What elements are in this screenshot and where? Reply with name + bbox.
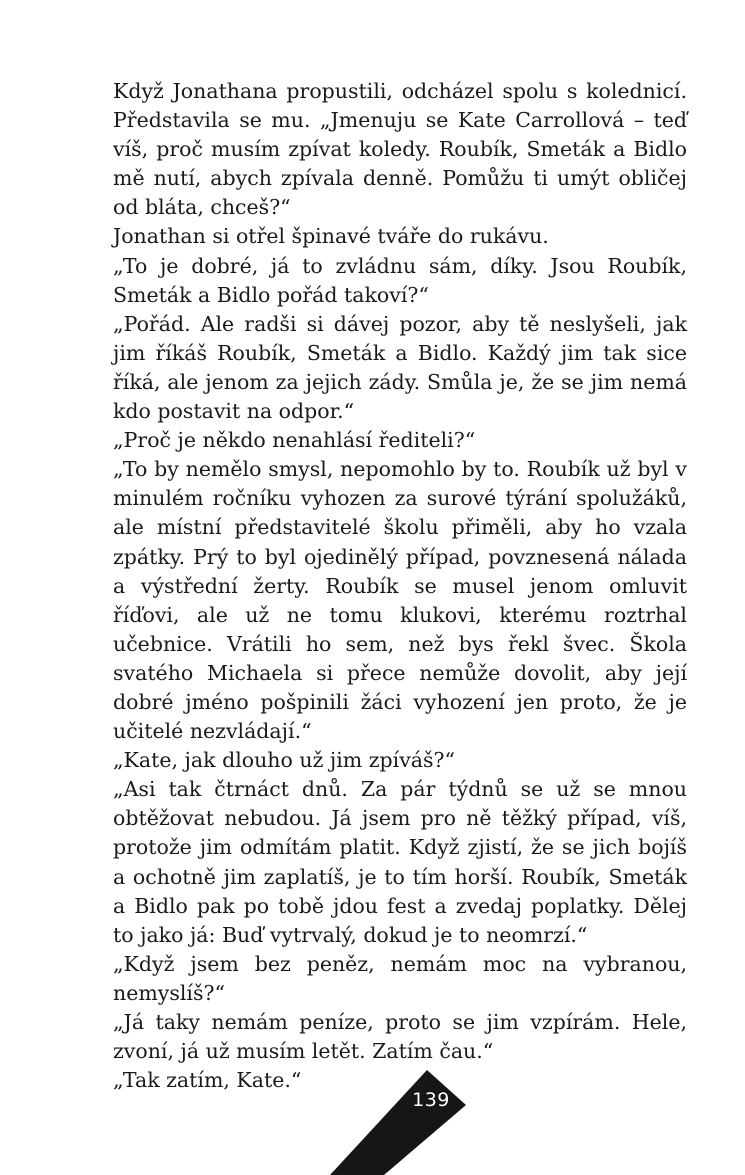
page-number: 139: [412, 1089, 450, 1111]
paragraph: „To je dobré, já to zvládnu sám, díky. Jsou Roubík, Smeták a Bidlo pořád takoví?“: [113, 253, 687, 307]
diagonal-band-shape: [330, 1070, 466, 1175]
paragraph: „Asi tak čtrnáct dnů. Za pár týdnů se už se mnou obtěžovat nebudou. Já jsem pro ně těžký případ, víš, protože jim odmítám platit. Když zjistí, že se jich bojíš a ochotně jim zaplatíš, je to tím horší. Roubík, Smeták a Bidlo pak po tobě jdou fest a zvedaj poplatky. Dělej to jako já: Buď vytrvalý, dokud je to neomrzí.“: [113, 777, 687, 947]
paragraph: „To by nemělo smysl, nepomohlo by to. Roubík už byl v minulém ročníku vyhozen za surové týrání spolužáků, ale místní představitelé školu přiměli, aby ho vzala zpátky. Prý to byl ojedinělý případ, povznesená nálada a výstřední žerty. Roubík se musel jenom omluvit říďovi, ale už ne tomu klukovi, kterému roztrhal učebnice. Vrátili ho sem, než bys řekl švec. Škola svatého Michaela si přece nemůže dovolit, aby její dobré jméno pošpinili žáci vyhození jen proto, že je učitelé nezvládají.“: [113, 457, 687, 744]
paragraph: „Když jsem bez peněz, nemám moc na vybranou, nemyslíš?“: [113, 951, 687, 1005]
paragraph: „Kate, jak dlouho už jim zpíváš?“: [113, 748, 456, 773]
paragraph: „Proč je někdo nenahlásí řediteli?“: [113, 428, 476, 453]
paragraph: „Pořád. Ale radši si dávej pozor, aby tě neslyšeli, jak jim říkáš Roubík, Smeták a Bidlo. Každý jim tak sice říká, ale jenom za jejich zády. Smůla je, že se jim nemá kdo postavit na odpor.“: [113, 311, 687, 424]
paragraph: „Já taky nemám peníze, proto se jim vzpírám. Hele, zvoní, já už musím letět. Zatím čau.“: [113, 1010, 687, 1064]
paragraph: Jonathan si otřel špinavé tváře do rukávu.: [113, 224, 549, 249]
paragraph: „Tak zatím, Kate.“: [113, 1068, 302, 1093]
paragraph: Když Jonathana propustili, odcházel spolu s kolednicí. Představila se mu. „Jmenuju se Kate Carrollová – teď víš, proč musím zpívat koledy. Roubík, Smeták a Bidlo mě nutí, abych zpívala denně. Pomůžu ti umýt obličej od bláta, chceš?“: [113, 79, 687, 220]
